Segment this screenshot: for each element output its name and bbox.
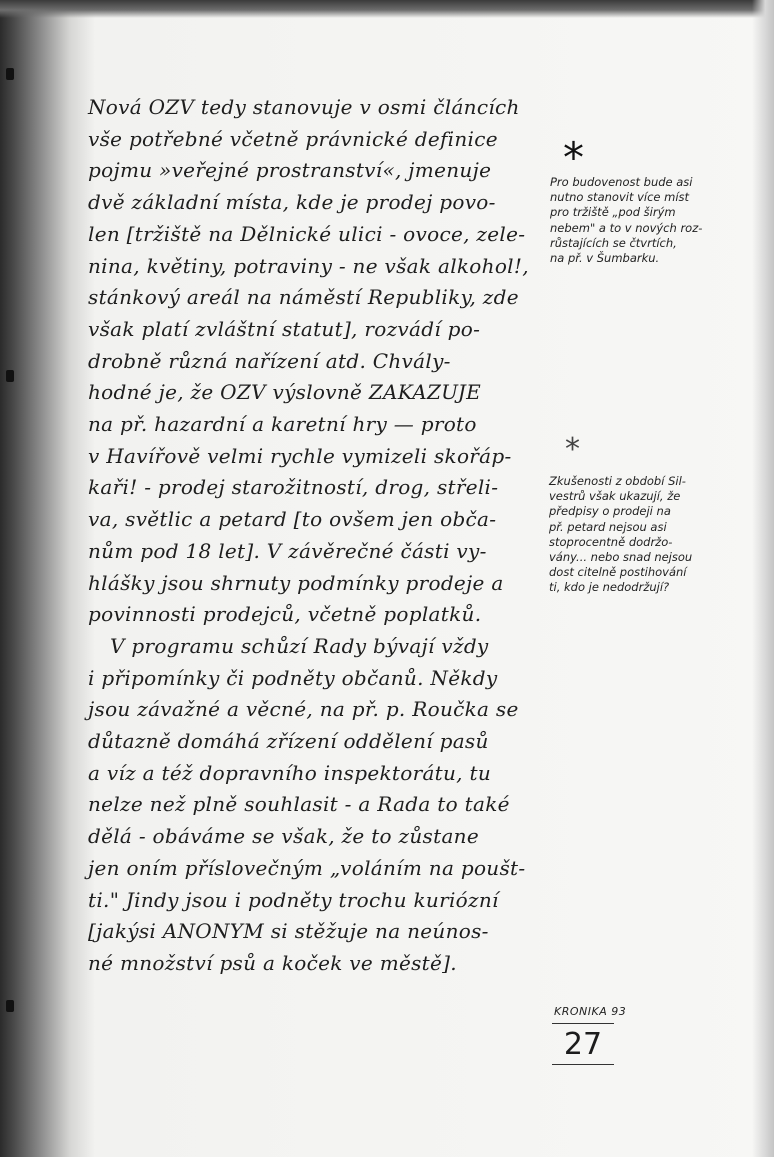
text-line: kaři! - prodej starožitností, drog, střeli- [88, 475, 499, 500]
text-line: nelze než plně souhlasit - a Rada to také [88, 792, 510, 817]
text-line: v Havířově velmi rychle vymizeli skořáp- [88, 443, 512, 468]
note-line: na př. v Šumbarku. [550, 251, 660, 266]
binding-hole-mark [6, 68, 14, 80]
text-line: len [tržiště na Dělnické ulici - ovoce, zele- [88, 221, 526, 246]
note-line: dost citelně postihování [549, 565, 687, 580]
chronicle-label: KRONIKA 93 [554, 1005, 627, 1018]
note-line: nebem" a to v nových roz- [550, 220, 703, 235]
text-line: však platí zvláštní statut], rozvádí po- [88, 316, 481, 341]
text-line: pojmu »veřejné prostranství«, jmenuje [88, 158, 492, 183]
note-line: vestrů však ukazují, že [549, 489, 681, 504]
text-line: nina, květiny, potraviny - ne však alkohol!, [88, 253, 529, 278]
text-line: né množství psů a koček ve městě]. [88, 950, 457, 975]
text-line: va, světlic a petard [to ovšem jen obča- [88, 507, 497, 532]
footnote-asterisk-icon: * [565, 432, 580, 467]
note-line: růstajících se čtvrtích, [550, 235, 677, 250]
note-line: předpisy o prodeji na [549, 504, 671, 519]
text-line: povinnosti prodejců, včetně poplatků. [88, 602, 482, 627]
text-line: stánkový areál na náměstí Republiky, zde [88, 285, 519, 310]
note-line: vány... nebo snad nejsou [549, 550, 693, 565]
text-line: i připomínky či podněty občanů. Někdy [88, 665, 498, 690]
page-number: 27 [563, 1026, 603, 1062]
text-line: drobně různá nařízení atd. Chvály- [88, 348, 451, 373]
note-line: nutno stanovit více míst [550, 190, 690, 205]
text-line: a víz a též dopravního inspektorátu, tu [88, 760, 492, 785]
note-line: ti, kdo je nedodržují? [549, 580, 670, 595]
text-line: ti." Jindy jsou i podněty trochu kuriózní [88, 887, 499, 912]
text-line: [jakýsi ANONYM si stěžuje na neúnos- [88, 919, 489, 944]
note-line: stoprocentně dodržo- [549, 534, 673, 549]
paragraph-1 [88, 92, 548, 631]
text-line: jsou závažné a věcné, na př. p. Roučka se [88, 697, 519, 722]
text-line: hodné je, že OZV výslovně ZAKAZUJE [88, 380, 481, 405]
note-line: Pro budovenost bude asi [550, 175, 693, 189]
text-line: důtazně domáhá zřízení oddělení pasů [88, 729, 489, 754]
margin-note-1 [550, 175, 740, 266]
note-line: př. petard nejsou asi [549, 519, 667, 534]
text-line: V programu schůzí Rady bývají vždy [110, 633, 489, 658]
page-number-box [552, 1023, 614, 1065]
text-line: dělá - obáváme se však, že to zůstane [88, 824, 479, 849]
binding-hole-mark [6, 370, 14, 382]
text-line: dvě základní místa, kde je prodej povo- [88, 190, 496, 215]
note-line: Zkušenosti z období Sil- [549, 474, 686, 488]
margin-note-2 [549, 474, 759, 596]
note-line: pro tržiště „pod širým [550, 205, 676, 220]
chronicle-main-text [88, 92, 548, 980]
binding-hole-mark [6, 1000, 14, 1012]
text-line: jen oním příslovečným „voláním na poušt- [88, 855, 526, 880]
footnote-asterisk-icon: * [563, 133, 584, 182]
page-top-shadow [0, 0, 774, 18]
text-line: hlášky jsou shrnuty podmínky prodeje a [88, 570, 504, 595]
text-line: Nová OZV tedy stanovuje v osmi článcích [88, 95, 520, 119]
text-line: na př. hazardní a karetní hry — proto [88, 412, 477, 437]
paragraph-2 [88, 631, 548, 980]
text-line: nům pod 18 let]. V závěrečné části vy- [88, 538, 487, 563]
text-line: vše potřebné včetně právnické definice [88, 126, 498, 151]
